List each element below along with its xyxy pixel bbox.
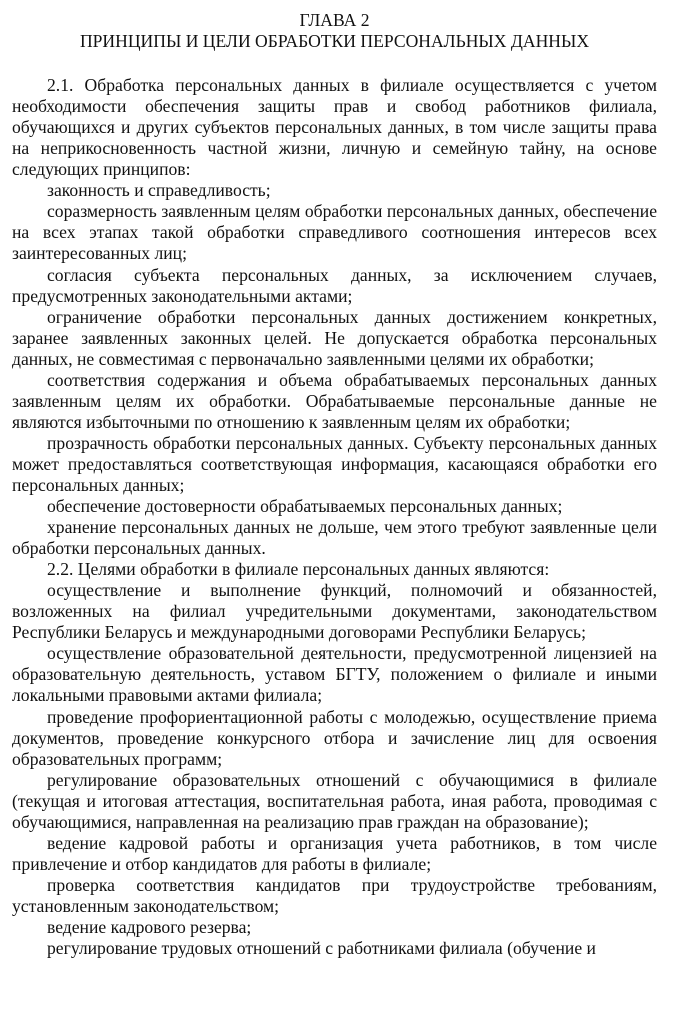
purpose-student-relations: регулирование образовательных отношений с обучающимися в филиале (текущая и итоговая аттестация, воспитательная работа, иная работа, проводимая с обучающимися, направленная на реализацию прав граждан на образование);: [12, 769, 657, 832]
paragraph-2-1-intro: 2.1. Обработка персональных данных в филиале осуществляется с учетом необходимости обеспечения защиты прав и свобод работников филиала, обучающихся и других субъектов персональных данных, в том числе защиты права на неприкосновенность частной жизни, личную и семейную тайну, на основе следующих принципов:: [12, 75, 657, 180]
heading-spacer: [12, 52, 657, 75]
purpose-functions: осуществление и выполнение функций, полномочий и обязанностей, возложенных на филиал учредительными документами, законодательством Республики Беларусь и международными договорами Республики Беларусь;: [12, 580, 657, 643]
document-body: [12, 75, 657, 959]
principle-legality: законность и справедливость;: [47, 180, 271, 201]
purpose-hr-records: ведение кадровой работы и организация учета работников, в том числе привлечение и отбор кандидатов для работы в филиале;: [12, 832, 657, 874]
document-page: [12, 10, 657, 959]
purpose-candidate-check: проверка соответствия кандидатов при трудоустройстве требованиям, установленным законодательством;: [12, 874, 657, 916]
purpose-labor-relations: регулирование трудовых отношений с работниками филиала (обучение и: [47, 938, 596, 959]
chapter-number: ГЛАВА 2: [299, 10, 370, 30]
principle-proportionality: соразмерность заявленным целям обработки персональных данных, обеспечение на всех этапах такой обработки справедливого соотношения интересов всех заинтересованных лиц;: [12, 201, 657, 264]
principle-transparency: прозрачность обработки персональных данных. Субъекту персональных данных может предоставляться соответствующая информация, касающаяся обработки его персональных данных;: [12, 432, 657, 495]
principle-data-minimization: соответствия содержания и объема обрабатываемых персональных данных заявленным целям их обработки. Обрабатываемые персональные данные не являются избыточными по отношению к заявленным целям их обработки;: [12, 369, 657, 432]
principle-purpose-limitation: ограничение обработки персональных данных достижением конкретных, заранее заявленных законных целей. Не допускается обработка персональных данных, не совместимая с первоначально заявленными целями их обработки;: [12, 306, 657, 369]
chapter-title: ПРИНЦИПЫ И ЦЕЛИ ОБРАБОТКИ ПЕРСОНАЛЬНЫХ ДАННЫХ: [79, 31, 590, 52]
paragraph-2-2-intro: 2.2. Целями обработки в филиале персональных данных являются:: [47, 559, 550, 580]
principle-consent: согласия субъекта персональных данных, за исключением случаев, предусмотренных законодательными актами;: [12, 264, 657, 306]
purpose-admission: проведение профориентационной работы с молодежью, осуществление приема документов, проведение конкурсного отбора и зачисление лиц для освоения образовательных программ;: [12, 706, 657, 769]
principle-storage-limitation: хранение персональных данных не дольше, чем этого требуют заявленные цели обработки персональных данных.: [12, 517, 657, 559]
purpose-personnel-reserve: ведение кадрового резерва;: [47, 916, 252, 937]
purpose-education-activity: осуществление образовательной деятельности, предусмотренной лицензией на образовательную деятельность, уставом БГТУ, положением о филиале и иными локальными правовыми актами филиала;: [12, 643, 657, 706]
principle-accuracy: обеспечение достоверности обрабатываемых персональных данных;: [47, 496, 563, 517]
